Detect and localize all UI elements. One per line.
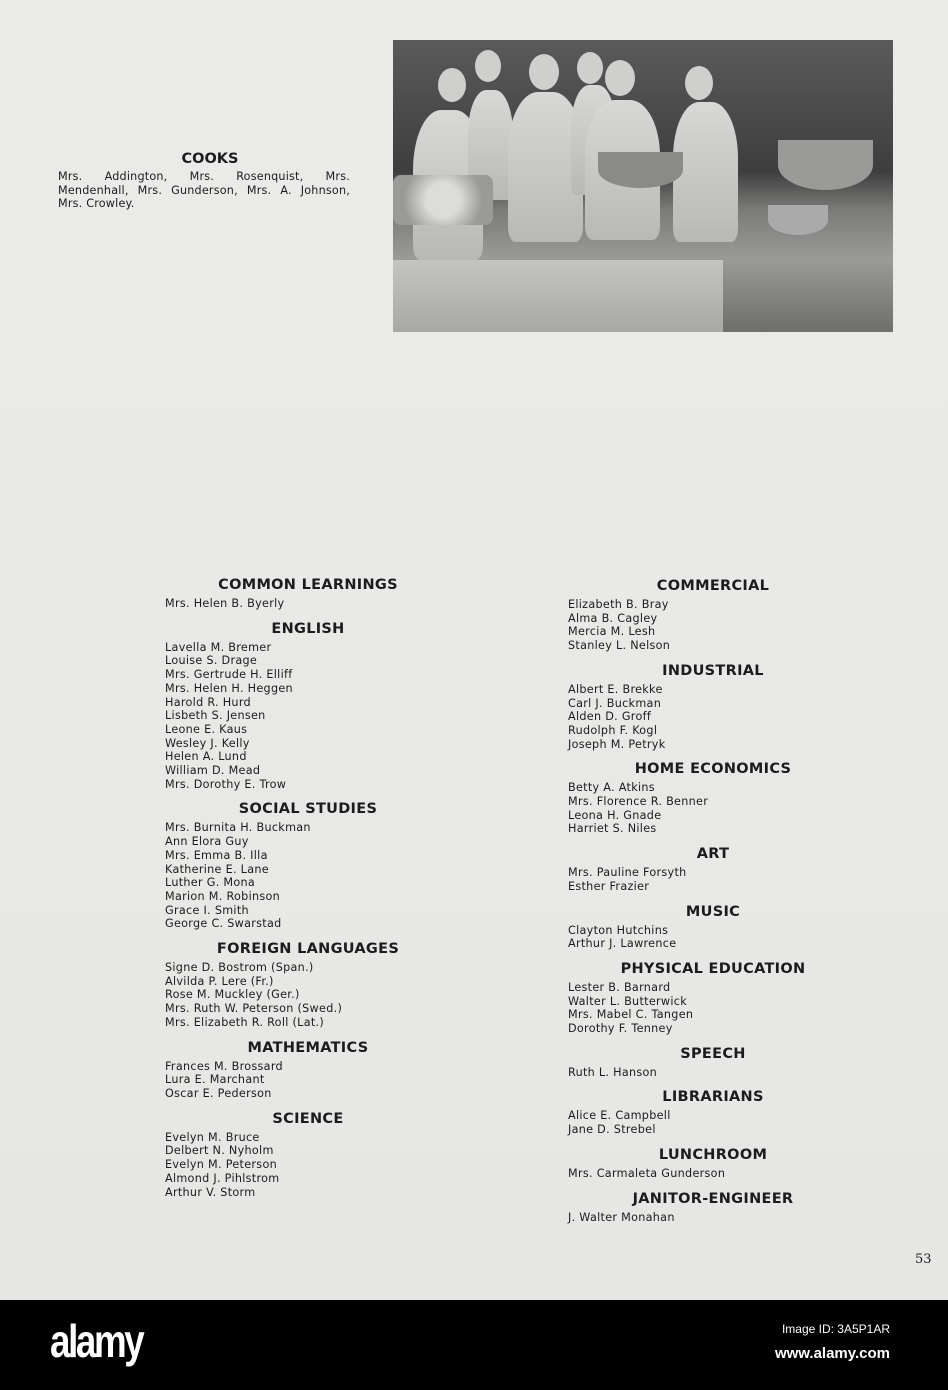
- staff-name: Mercia M. Lesh: [568, 625, 656, 639]
- department-section: [165, 573, 455, 611]
- staff-name: Frances M. Brossard: [165, 1059, 283, 1073]
- cooks-heading: COOKS: [181, 151, 239, 167]
- department-heading: MUSIC: [685, 903, 741, 920]
- staff-name: Marion M. Robinson: [165, 889, 281, 903]
- staff-name: Carl J. Buckman: [568, 696, 662, 710]
- staff-name: Ruth L. Hanson: [568, 1065, 658, 1079]
- staff-name: Alma B. Cagley: [568, 611, 658, 625]
- staff-name: Rudolph F. Kogl: [568, 723, 658, 737]
- department-section: [568, 1042, 858, 1080]
- staff-name: Alice E. Campbell: [568, 1109, 671, 1123]
- staff-name: George C. Swarstad: [165, 917, 282, 931]
- department-section: [568, 1143, 858, 1181]
- staff-name: Mrs. Elizabeth R. Roll (Lat.): [165, 1015, 325, 1029]
- staff-name: Katherine E. Lane: [165, 862, 269, 876]
- staff-name: Elizabeth B. Bray: [568, 598, 669, 611]
- department-section: [165, 937, 455, 1030]
- staff-name: Betty A. Atkins: [568, 781, 655, 795]
- department-heading: FOREIGN LANGUAGES: [216, 941, 400, 958]
- staff-name: Harold R. Hurd: [165, 695, 251, 709]
- staff-name: Walter L. Butterwick: [568, 994, 687, 1008]
- staff-name: Rose M. Muckley (Ger.): [165, 988, 300, 1002]
- department-section: [165, 1036, 455, 1101]
- page-number: 53: [915, 1252, 932, 1267]
- staff-name: Oscar E. Pederson: [165, 1086, 272, 1100]
- staff-name: Evelyn M. Bruce: [165, 1130, 260, 1144]
- staff-name: Mrs. Ruth W. Peterson (Swed.): [165, 1002, 343, 1016]
- department-heading: SOCIAL STUDIES: [238, 801, 378, 818]
- department-section: [568, 1187, 858, 1225]
- department-section: [568, 1085, 858, 1136]
- department-section: [165, 797, 455, 931]
- department-heading: ENGLISH: [271, 620, 345, 637]
- staff-name: Mrs. Burnita H. Buckman: [165, 821, 311, 835]
- staff-name: Lester B. Barnard: [568, 980, 671, 994]
- image-id: Image ID: 3A5P1AR: [781, 1322, 890, 1336]
- staff-name: Jane D. Strebel: [568, 1123, 656, 1137]
- department-heading: ART: [696, 846, 730, 863]
- staff-name: Esther Frazier: [568, 879, 650, 893]
- staff-name: Almond J. Pihlstrom: [165, 1171, 280, 1185]
- department-heading: COMMON LEARNINGS: [218, 577, 398, 593]
- staff-name: Mrs. Florence R. Benner: [568, 795, 709, 809]
- department-section: [568, 957, 858, 1036]
- staff-name: Joseph M. Petryk: [568, 737, 666, 751]
- staff-name: Mrs. Carmaleta Gunderson: [568, 1166, 726, 1180]
- staff-name: Leone E. Kaus: [165, 722, 248, 736]
- staff-name: Leona H. Gnade: [568, 808, 662, 822]
- faculty-left-column: [165, 573, 455, 1199]
- department-heading: LUNCHROOM: [658, 1146, 768, 1163]
- site-url: www.alamy.com: [774, 1345, 890, 1362]
- staff-name: Mrs. Helen B. Byerly: [165, 597, 285, 610]
- staff-name: Wesley J. Kelly: [165, 736, 250, 750]
- staff-name: Albert E. Brekke: [568, 682, 663, 696]
- department-heading: JANITOR-ENGINEER: [632, 1190, 794, 1207]
- staff-name: Alden D. Groff: [568, 710, 652, 724]
- department-section: [568, 574, 858, 653]
- staff-name: Mrs. Mabel C. Tangen: [568, 1008, 694, 1022]
- staff-name: Lura E. Marchant: [165, 1073, 265, 1087]
- staff-name: Lavella M. Bremer: [165, 640, 272, 654]
- department-section: [165, 617, 455, 792]
- cooks-caption: Mrs. Addington, Mrs. Rosenquist, Mrs. Mendenhall, Mrs. Gunderson, Mrs. A. Johnson, Mrs. Crowley.: [58, 170, 350, 211]
- faculty-right-column: [568, 574, 858, 1224]
- department-heading: COMMERCIAL: [656, 578, 770, 594]
- staff-name: Delbert N. Nyholm: [165, 1144, 274, 1158]
- alamy-logo: alamy: [50, 1315, 143, 1367]
- staff-name: William D. Mead: [165, 764, 261, 778]
- staff-name: Arthur J. Lawrence: [568, 937, 677, 951]
- cooks-caption-block: [58, 148, 350, 211]
- stock-banner: [0, 1300, 948, 1390]
- department-heading: SPEECH: [680, 1045, 746, 1062]
- staff-name: Dorothy F. Tenney: [568, 1022, 673, 1036]
- staff-name: Stanley L. Nelson: [568, 639, 671, 653]
- staff-name: Mrs. Pauline Forsyth: [568, 866, 687, 880]
- staff-name: Mrs. Dorothy E. Trow: [165, 777, 287, 791]
- staff-name: Mrs. Gertrude H. Elliff: [165, 668, 293, 682]
- cooks-photo: [393, 40, 893, 332]
- staff-name: Ann Elora Guy: [165, 835, 249, 849]
- department-heading: PHYSICAL EDUCATION: [620, 960, 806, 977]
- staff-name: Grace I. Smith: [165, 903, 249, 917]
- staff-name: Mrs. Helen H. Heggen: [165, 681, 293, 695]
- department-section: [568, 900, 858, 951]
- staff-name: Helen A. Lund: [165, 750, 247, 764]
- department-section: [568, 659, 858, 752]
- staff-name: Luther G. Mona: [165, 876, 256, 890]
- department-heading: HOME ECONOMICS: [634, 761, 792, 778]
- department-heading: SCIENCE: [272, 1110, 344, 1127]
- department-heading: INDUSTRIAL: [662, 662, 764, 679]
- staff-name: J. Walter Monahan: [568, 1210, 675, 1224]
- staff-name: Signe D. Bostrom (Span.): [165, 961, 314, 975]
- department-section: [568, 757, 858, 836]
- department-heading: LIBRARIANS: [662, 1089, 764, 1106]
- department-heading: MATHEMATICS: [247, 1039, 369, 1056]
- staff-name: Louise S. Drage: [165, 654, 258, 668]
- staff-name: Alvilda P. Lere (Fr.): [165, 974, 274, 988]
- department-section: [568, 842, 858, 893]
- staff-name: Harriet S. Niles: [568, 822, 657, 836]
- staff-name: Mrs. Emma B. Illa: [165, 848, 268, 862]
- staff-name: Arthur V. Storm: [165, 1185, 256, 1199]
- staff-name: Lisbeth S. Jensen: [165, 709, 266, 723]
- department-section: [165, 1107, 455, 1200]
- staff-name: Clayton Hutchins: [568, 923, 669, 937]
- staff-name: Evelyn M. Peterson: [165, 1158, 277, 1172]
